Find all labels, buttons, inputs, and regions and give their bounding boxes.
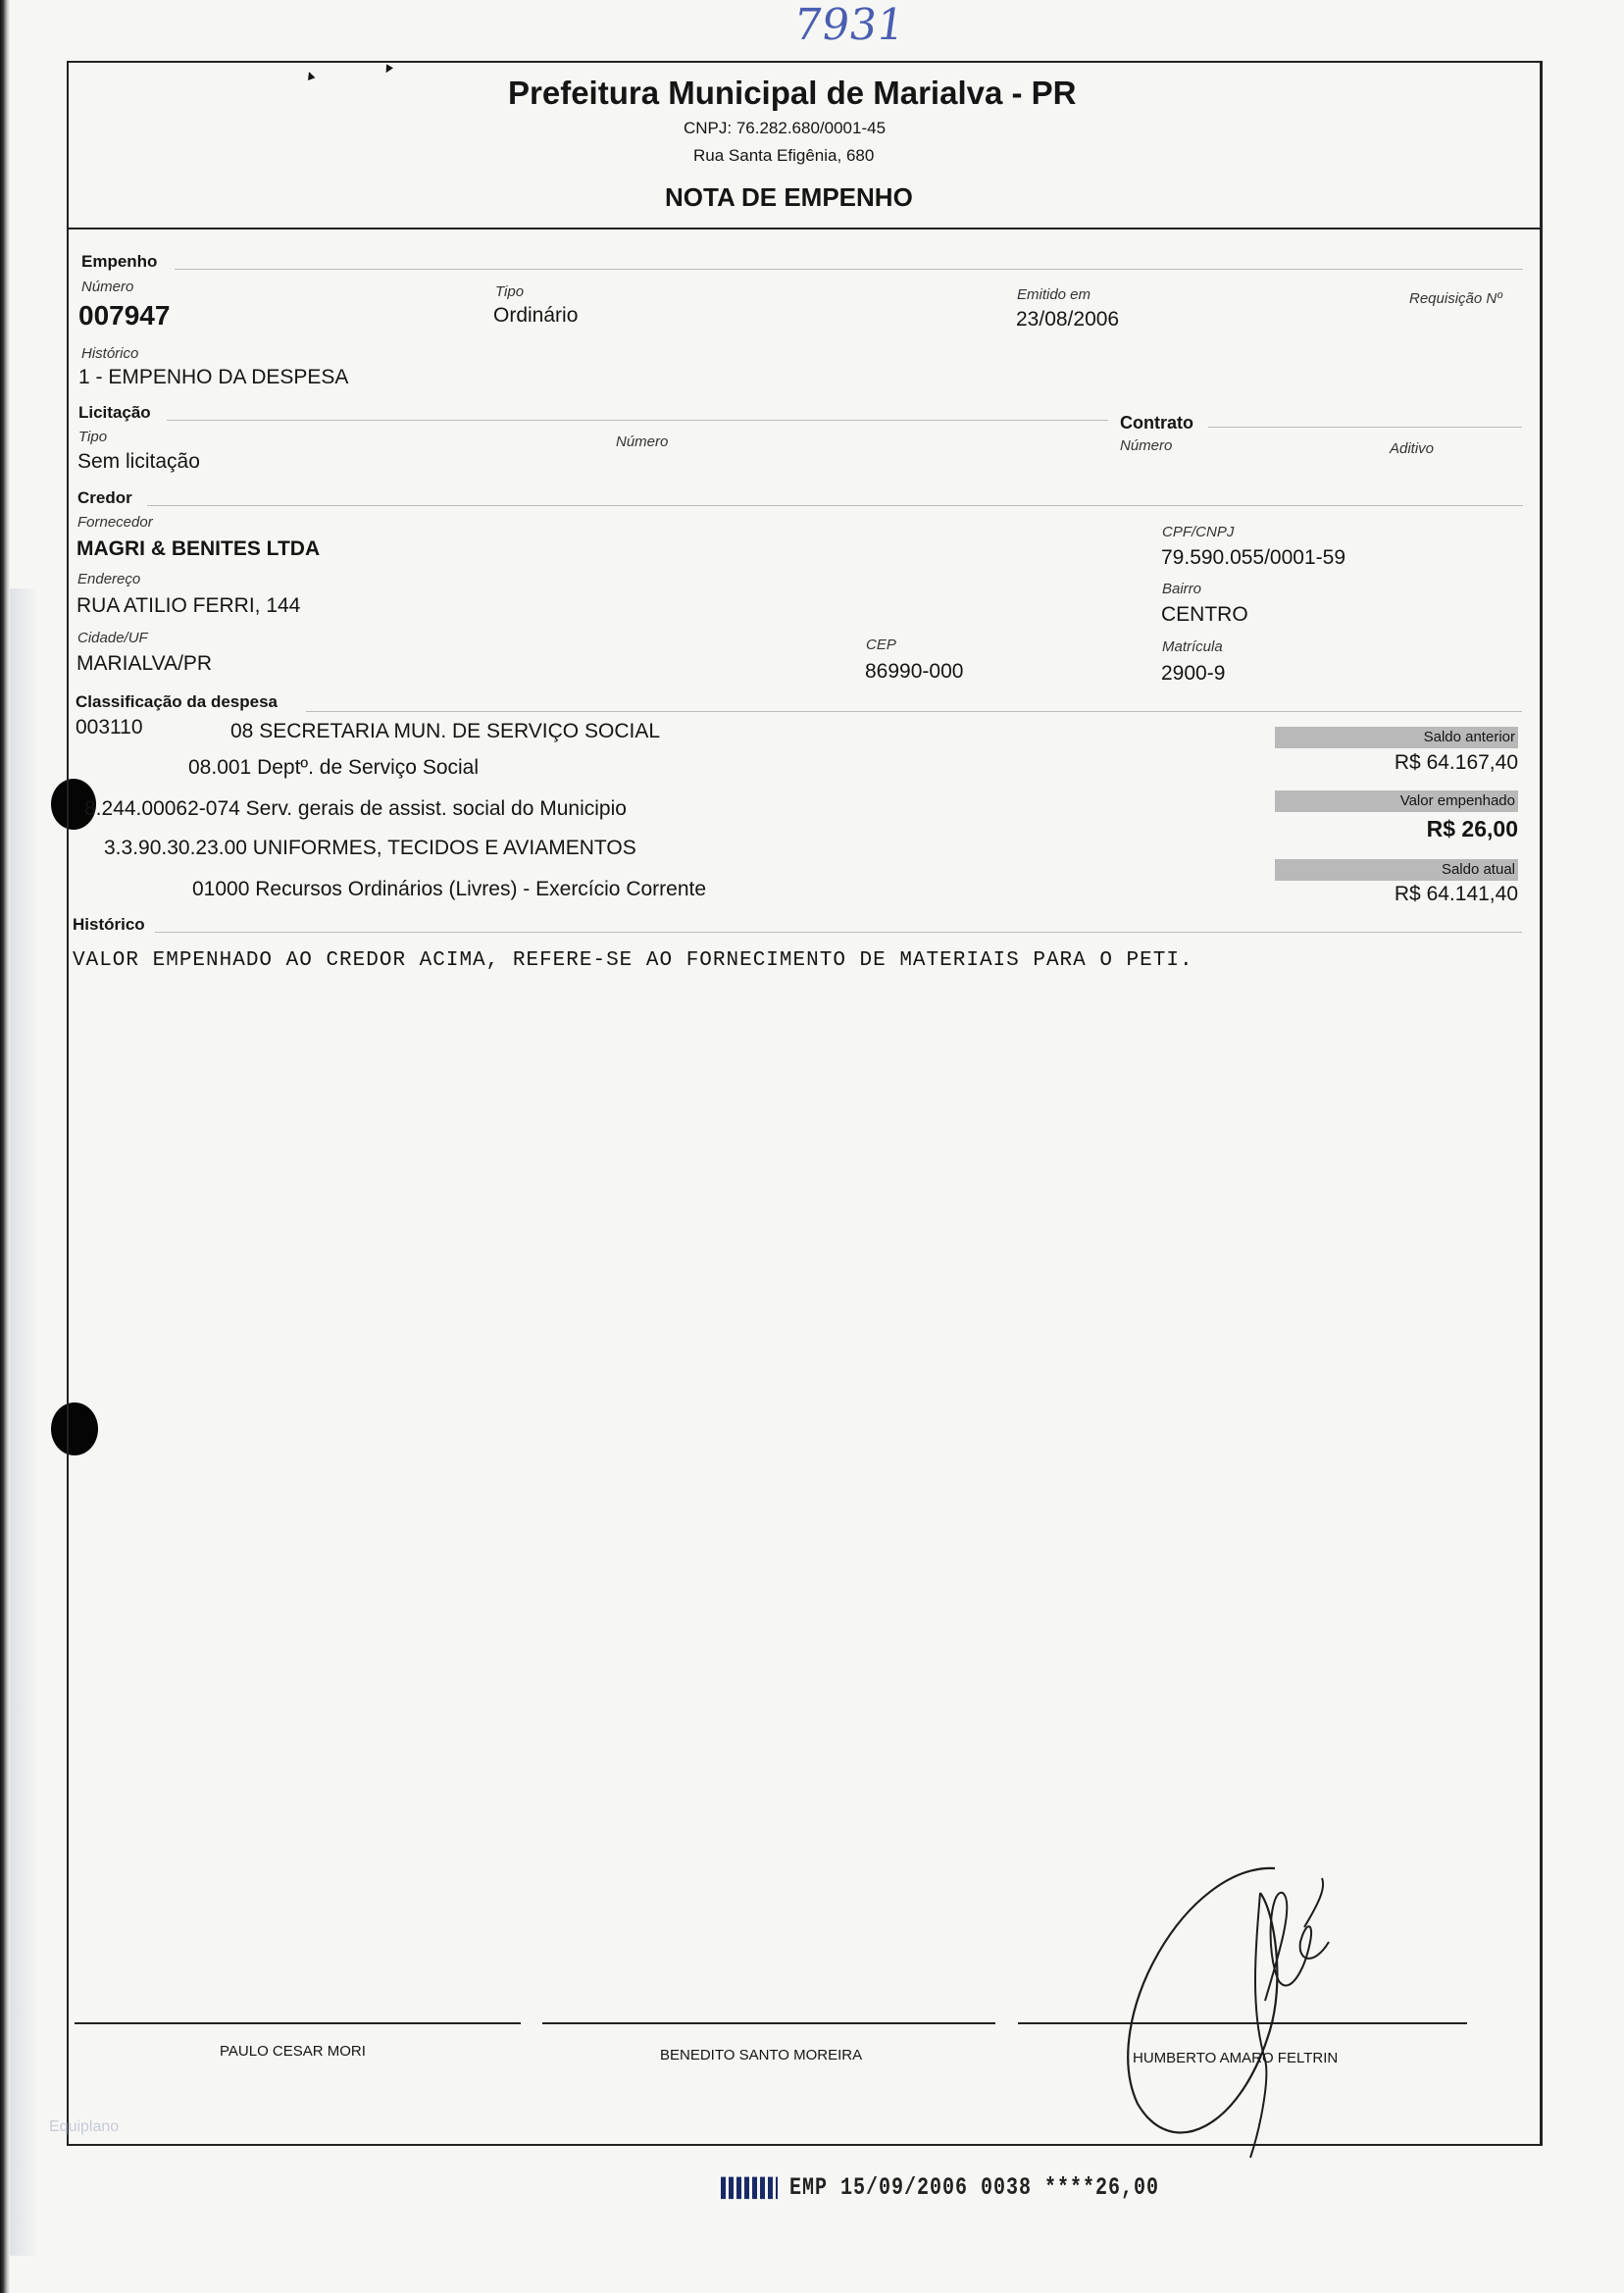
- scan-specks: ▾: [381, 60, 396, 78]
- saldo-anterior-value: R$ 64.167,40: [1394, 751, 1518, 774]
- stamp-logo: [721, 2176, 778, 2199]
- scan-shadow: [10, 588, 39, 2256]
- credor-cep: 86990-000: [865, 660, 964, 683]
- label-licitacao-numero: Número: [616, 433, 669, 450]
- empenho-historico: 1 - EMPENHO DA DESPESA: [78, 366, 349, 388]
- signature-line-1: [75, 2022, 521, 2024]
- credor-cidade: MARIALVA/PR: [76, 652, 213, 675]
- label-tipo: Tipo: [495, 283, 525, 300]
- historico-text: VALOR EMPENHADO AO CREDOR ACIMA, REFERE-SE AO FORNECIMENTO DE MATERIAIS PARA O PETI.: [73, 949, 1193, 972]
- label-requisicao: Requisição Nº: [1409, 290, 1502, 307]
- saldo-anterior-label: Saldo anterior: [1275, 727, 1518, 748]
- classificacao-line2: 08.001 Deptº. de Serviço Social: [188, 756, 480, 779]
- section-historico: Histórico: [73, 915, 145, 934]
- signatory-1: PAULO CESAR MORI: [220, 2043, 366, 2060]
- signatory-3: HUMBERTO AMARO FELTRIN: [1133, 2050, 1339, 2066]
- handwritten-number: 7931: [790, 0, 908, 50]
- classificacao-line3: 8.244.00062-074 Serv. gerais de assist. social do Municipio: [84, 797, 627, 820]
- document-title: NOTA DE EMPENHO: [665, 182, 913, 212]
- label-cep: CEP: [866, 637, 896, 653]
- label-bairro: Bairro: [1162, 581, 1202, 597]
- section-credor: Credor: [77, 488, 132, 507]
- section-rule: [175, 269, 1523, 270]
- valor-empenhado-value: R$ 26,00: [1426, 816, 1518, 841]
- section-rule: [306, 711, 1522, 712]
- credor-endereco: RUA ATILIO FERRI, 144: [76, 594, 301, 617]
- label-contrato-numero: Número: [1120, 437, 1173, 454]
- label-endereco: Endereço: [77, 571, 141, 587]
- header-address: Rua Santa Efigênia, 680: [693, 146, 875, 165]
- handwritten-signature: [1069, 1834, 1402, 2167]
- section-rule: [147, 505, 1523, 506]
- label-cidade: Cidade/UF: [77, 630, 148, 646]
- classificacao-line4: 3.3.90.30.23.00 UNIFORMES, TECIDOS E AVIAMENTOS: [104, 837, 636, 859]
- classificacao-line1: 08 SECRETARIA MUN. DE SERVIÇO SOCIAL: [230, 720, 661, 742]
- label-numero: Número: [81, 279, 134, 295]
- empenho-number: 007947: [78, 300, 171, 331]
- label-historico: Histórico: [81, 345, 139, 362]
- label-contrato-aditivo: Aditivo: [1390, 440, 1435, 457]
- credor-matricula: 2900-9: [1161, 662, 1226, 685]
- licitacao-tipo: Sem licitação: [77, 450, 200, 473]
- valor-empenhado-label: Valor empenhado: [1275, 790, 1518, 812]
- payment-stamp: [721, 2174, 1159, 2203]
- header-title: Prefeitura Municipal de Marialva - PR: [508, 75, 1077, 111]
- section-contrato: Contrato: [1120, 413, 1193, 433]
- label-licitacao-tipo: Tipo: [78, 429, 108, 445]
- saldo-atual-value: R$ 64.141,40: [1394, 883, 1518, 905]
- scan-specks: ▴: [303, 66, 317, 84]
- label-fornecedor: Fornecedor: [77, 514, 153, 531]
- credor-bairro: CENTRO: [1161, 603, 1248, 626]
- section-rule: [155, 932, 1522, 933]
- scan-edge: [0, 0, 10, 2293]
- section-rule: [1208, 427, 1522, 428]
- stamp-text: EMP 15/09/2006 0038 ****26,00: [789, 2174, 1160, 2203]
- section-rule: [167, 420, 1108, 421]
- empenho-emitido: 23/08/2006: [1016, 308, 1120, 331]
- header-rule: [69, 228, 1540, 229]
- label-emitido: Emitido em: [1017, 286, 1091, 303]
- classificacao-line5: 01000 Recursos Ordinários (Livres) - Exercício Corrente: [192, 878, 707, 900]
- credor-fornecedor: MAGRI & BENITES LTDA: [76, 537, 321, 560]
- signature-line-2: [542, 2022, 995, 2024]
- section-classificacao: Classificação da despesa: [76, 692, 279, 711]
- saldo-atual-label: Saldo atual: [1275, 859, 1518, 881]
- empenho-tipo: Ordinário: [493, 304, 579, 327]
- system-mark: Equiplano: [49, 2118, 120, 2135]
- label-matricula: Matrícula: [1162, 638, 1223, 655]
- section-empenho: Empenho: [81, 252, 158, 271]
- header-cnpj: CNPJ: 76.282.680/0001-45: [684, 119, 887, 137]
- signatory-2: BENEDITO SANTO MOREIRA: [660, 2047, 863, 2064]
- credor-cpf-cnpj: 79.590.055/0001-59: [1161, 546, 1346, 569]
- section-licitacao: Licitação: [78, 403, 151, 422]
- classificacao-code: 003110: [76, 716, 143, 739]
- label-cpf-cnpj: CPF/CNPJ: [1162, 524, 1235, 540]
